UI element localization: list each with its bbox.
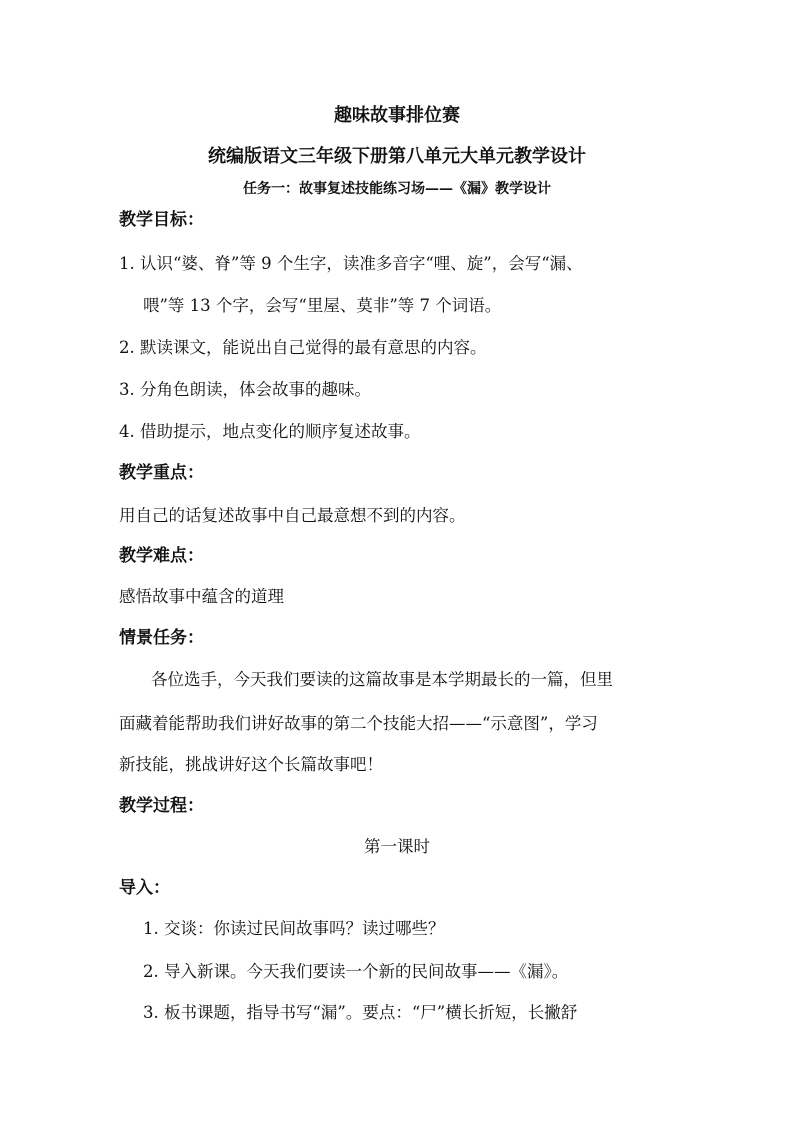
- difficulty-text: 感悟故事中蕴含的道理: [119, 587, 284, 606]
- intro-step-2: 2. 导入新课。今天我们要读一个新的民间故事——《漏》。: [143, 962, 569, 981]
- difficulty-heading: 教学难点：: [119, 546, 204, 566]
- lesson-title: 第一课时: [364, 837, 430, 856]
- goal-item-1-line-2: 喂”等 13 个字，会写“里屋、莫非”等 7 个词语。: [143, 296, 502, 315]
- intro-step-1: 1. 交谈：你读过民间故事吗？读过哪些？: [143, 919, 445, 938]
- goal-item-3: 3. 分角色朗读，体会故事的趣味。: [119, 380, 371, 399]
- scenario-line-3: 新技能，挑战讲好这个长篇故事吧！: [119, 755, 383, 774]
- goal-item-1-line-1: 1. 认识“婆、脊”等 9 个生字，读准多音字“哩、旋”，会写“漏、: [119, 254, 583, 273]
- intro-step-3: 3. 板书课题，指导书写“漏”。要点：“尸”横长折短，长撇舒: [143, 1003, 578, 1022]
- task-title: 任务一：故事复述技能练习场——《漏》教学设计: [243, 181, 551, 197]
- document-title: 趣味故事排位赛: [334, 105, 460, 126]
- intro-heading: 导入：: [119, 878, 170, 898]
- key-point-heading: 教学重点：: [119, 463, 204, 483]
- process-heading: 教学过程：: [119, 796, 204, 816]
- scenario-line-2: 面藏着能帮助我们讲好故事的第二个技能大招——“示意图”，学习: [119, 714, 598, 733]
- document-subtitle: 统编版语文三年级下册第八单元大单元教学设计: [208, 146, 586, 167]
- scenario-line-1: 各位选手，今天我们要读的这篇故事是本学期最长的一篇，但里: [151, 670, 613, 689]
- goals-heading: 教学目标：: [119, 210, 204, 230]
- key-point-text: 用自己的话复述故事中自己最意想不到的内容。: [119, 506, 466, 525]
- goal-item-4: 4. 借助提示，地点变化的顺序复述故事。: [119, 422, 421, 441]
- goal-item-2: 2. 默读课文，能说出自己觉得的最有意思的内容。: [119, 338, 487, 357]
- scenario-heading: 情景任务：: [119, 628, 204, 648]
